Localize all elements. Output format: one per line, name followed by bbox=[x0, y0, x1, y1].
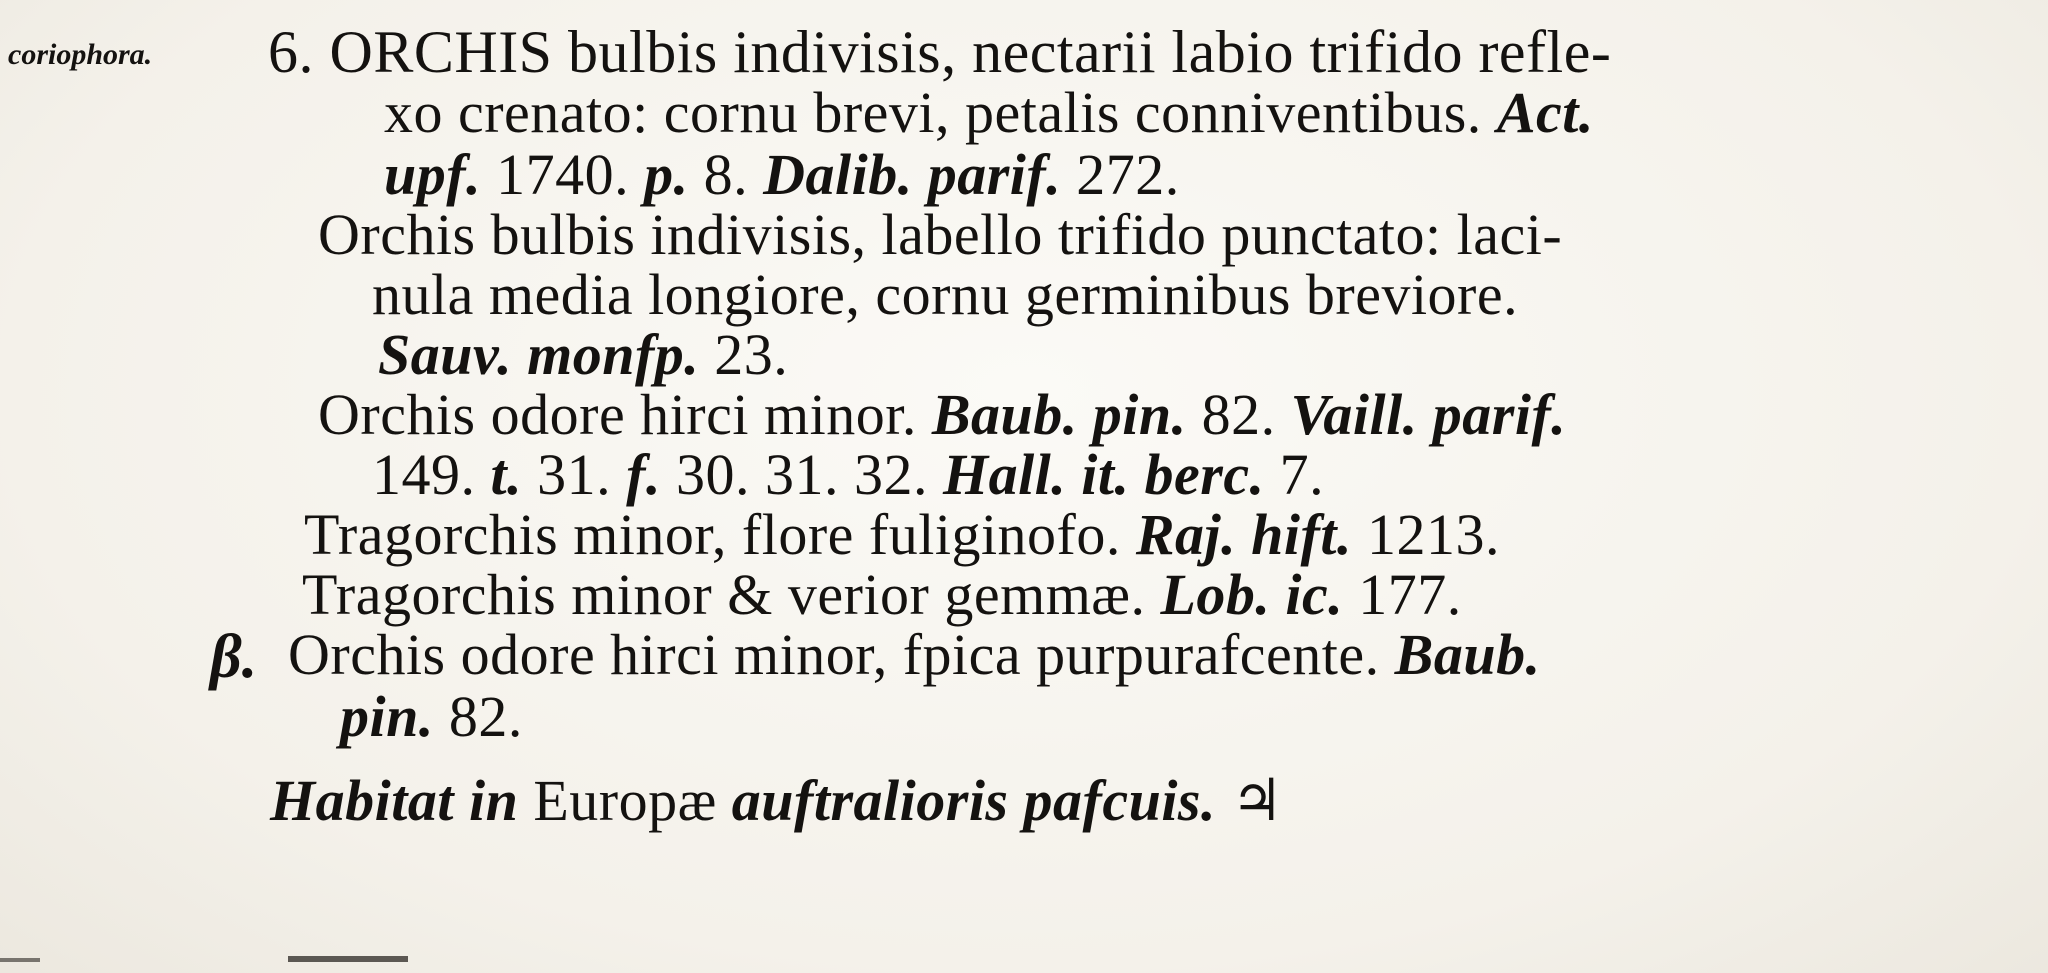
italic-citation: Sauv. monfp. bbox=[378, 322, 700, 387]
roman-text: Orchis odore hirci minor. bbox=[318, 382, 932, 447]
roman-text: Orchis bulbis indivisis, labello trifido punctato: laci- bbox=[318, 202, 1563, 267]
roman-text: xo crenato: cornu brevi, petalis conniventibus. bbox=[384, 80, 1497, 145]
roman-text: 177. bbox=[1343, 562, 1462, 627]
text-line bbox=[384, 142, 1180, 207]
roman-text: 8. bbox=[688, 142, 764, 207]
italic-citation: Habitat in bbox=[270, 768, 519, 833]
roman-text: 1740. bbox=[481, 142, 645, 207]
text-line bbox=[270, 768, 1284, 833]
roman-text: 82. bbox=[433, 684, 523, 749]
italic-citation: Baub. pin. bbox=[931, 382, 1187, 447]
text-line bbox=[304, 502, 1500, 567]
italic-citation: upf. bbox=[384, 142, 482, 207]
text-line bbox=[372, 442, 1325, 507]
roman-text: 149. bbox=[372, 442, 491, 507]
cropped-glyph-fragment bbox=[288, 956, 408, 973]
roman-text: ♃ bbox=[1216, 768, 1284, 833]
roman-text: 31. bbox=[522, 442, 627, 507]
italic-citation: p. bbox=[644, 142, 689, 207]
italic-citation: Vaill. parif. bbox=[1290, 382, 1567, 447]
italic-citation: f. bbox=[626, 442, 661, 507]
italic-citation: pin. bbox=[340, 684, 434, 749]
roman-text: 82. bbox=[1186, 382, 1291, 447]
cropped-glyph-fragment bbox=[0, 958, 40, 973]
italic-citation: Raj. hift. bbox=[1135, 502, 1352, 567]
roman-text: 7. bbox=[1264, 442, 1325, 507]
italic-citation: t. bbox=[490, 442, 523, 507]
text-line bbox=[340, 684, 523, 749]
roman-text: nula media longiore, cornu germinibus breviore. bbox=[372, 262, 1519, 327]
italic-citation: auftralioris pafcuis. bbox=[731, 768, 1217, 833]
roman-text: 272. bbox=[1061, 142, 1180, 207]
roman-text: 6. ORCHIS bulbis indivisis, nectarii labio trifido refle- bbox=[268, 19, 1612, 85]
text-line bbox=[384, 80, 1594, 145]
roman-text: Orchis odore hirci minor, fpica purpurafcente. bbox=[288, 622, 1395, 687]
italic-citation: Baub. bbox=[1394, 622, 1541, 687]
text-line bbox=[318, 382, 1567, 447]
roman-text: 23. bbox=[699, 322, 789, 387]
text-line bbox=[378, 322, 789, 387]
roman-text: Europæ bbox=[518, 768, 732, 833]
text-line bbox=[318, 202, 1563, 267]
text-line bbox=[288, 622, 1541, 687]
roman-text: 1213. bbox=[1351, 502, 1500, 567]
roman-text: Tragorchis minor & verior gemmæ. bbox=[302, 562, 1161, 627]
cropped-next-line bbox=[0, 950, 2048, 973]
italic-citation: Hall. it. berc. bbox=[942, 442, 1265, 507]
roman-text: 30. 31. 32. bbox=[660, 442, 943, 507]
text-line bbox=[302, 562, 1462, 627]
italic-citation: Act. bbox=[1496, 80, 1594, 145]
roman-text: Tragorchis minor, flore fuliginofo. bbox=[304, 502, 1136, 567]
italic-citation: Dalib. parif. bbox=[763, 142, 1062, 207]
text-line bbox=[372, 262, 1519, 327]
variety-beta-marker: β. bbox=[210, 623, 258, 691]
margin-species-label: coriophora. bbox=[8, 38, 153, 71]
italic-citation: Lob. ic. bbox=[1160, 562, 1344, 627]
text-line bbox=[268, 19, 1612, 85]
